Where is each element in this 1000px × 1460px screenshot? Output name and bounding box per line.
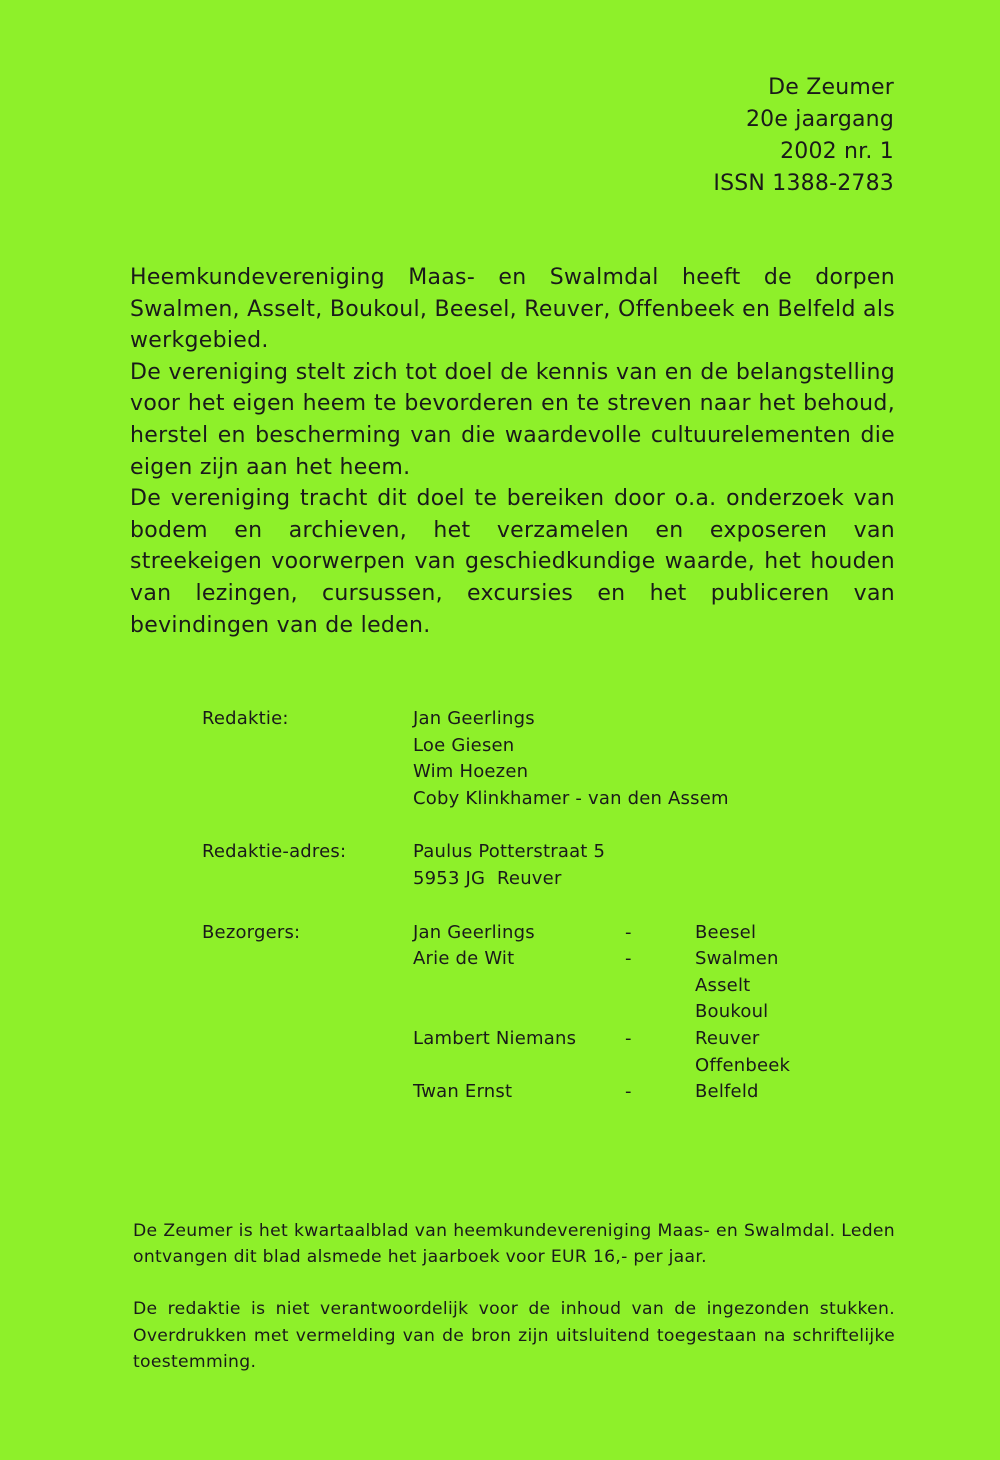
redaktie-adres-section (202, 839, 852, 892)
intro-paragraph: De vereniging stelt zich tot doel de kennis van en de belangstelling voor het eigen heem te bevorderen en te streven naar het behoud, herstel en bescherming van die waardevolle cultuurelementen die eigen zijn aan het heem. (130, 359, 895, 480)
masthead (713, 72, 894, 200)
intro-paragraph: Heemkundevereniging Maas- en Swalmdal heeft de dorpen Swalmen, Asselt, Boukoul, Beesel, Reuver, Offenbeek en Belfeld als werkgebied. (130, 265, 895, 354)
redaktie-label: Redaktie: (202, 708, 289, 729)
bezorger-name: Twan Ernst (413, 1081, 513, 1103)
bezorger-dash (623, 999, 695, 1026)
bezorger-dash: - (625, 1027, 632, 1049)
disclaimer-note: De redaktie is niet verantwoordelijk voor de inhoud van de ingezonden stukken. Overdrukken met vermelding van de bron zijn uitsluitend toegestaan na schriftelijke toestemming. (133, 1299, 895, 1372)
bezorger-dash (623, 973, 695, 1000)
bezorger-name: Arie de Wit (413, 948, 515, 970)
bezorger-place: Asselt (695, 974, 751, 996)
redaktie-member: Coby Klinkhamer - van den Assem (413, 787, 729, 809)
bezorgers-list (413, 920, 855, 1106)
issue-label: 2002 nr. 1 (780, 139, 894, 164)
redaktie-members (413, 706, 852, 812)
redaktie-adres (413, 839, 852, 892)
bezorger-dash (623, 1053, 695, 1080)
redaktie-member: Jan Geerlings (413, 708, 535, 729)
bezorger-name: Lambert Niemans (413, 1027, 577, 1049)
bezorger-dash: - (625, 1081, 632, 1103)
volume-label: 20e jaargang (745, 107, 894, 132)
bezorgers-section (202, 920, 852, 1106)
redaktie-member: Loe Giesen (413, 734, 515, 756)
membership-note: De Zeumer is het kwartaalblad van heemkundevereniging Maas- en Swalmdal. Leden ontvangen dit blad alsmede het jaarboek voor EUR 16,- per jaar. (133, 1221, 895, 1268)
bezorger-name (413, 973, 623, 1000)
redaktie-member: Wim Hoezen (413, 761, 529, 783)
bezorger-place: Reuver (695, 1027, 760, 1049)
bezorger-dash: - (625, 948, 632, 970)
issn-label: ISSN 1388-2783 (713, 171, 894, 196)
footer-notes (133, 1218, 895, 1375)
publication-title: De Zeumer (768, 75, 894, 100)
bezorger-place: Beesel (695, 921, 757, 943)
bezorger-place: Belfeld (695, 1081, 759, 1103)
address-postal-city: 5953 JG Reuver (413, 867, 562, 889)
bezorger-name: Jan Geerlings (413, 921, 535, 943)
bezorger-name (413, 1053, 623, 1080)
address-street: Paulus Potterstraat 5 (413, 841, 606, 863)
intro-paragraph: De vereniging tracht dit doel te bereiken door o.a. onderzoek van bodem en archieven, het verzamelen en exposeren van streekeigen voorwerpen van geschiedkundige waarde, het houden van lezingen, cursussen, excursies en het publiceren van bevindingen van de leden. (130, 486, 895, 638)
bezorger-place: Offenbeek (695, 1054, 791, 1076)
bezorger-name (413, 999, 623, 1026)
redaktie-section (202, 706, 852, 812)
bezorger-place: Boukoul (695, 1001, 769, 1023)
bezorger-dash: - (625, 921, 632, 943)
bezorgers-label: Bezorgers: (202, 921, 301, 943)
redaktie-adres-label: Redaktie-adres: (202, 841, 347, 863)
colophon-info (202, 706, 852, 1106)
intro-text (130, 262, 895, 641)
bezorger-place: Swalmen (695, 948, 779, 970)
